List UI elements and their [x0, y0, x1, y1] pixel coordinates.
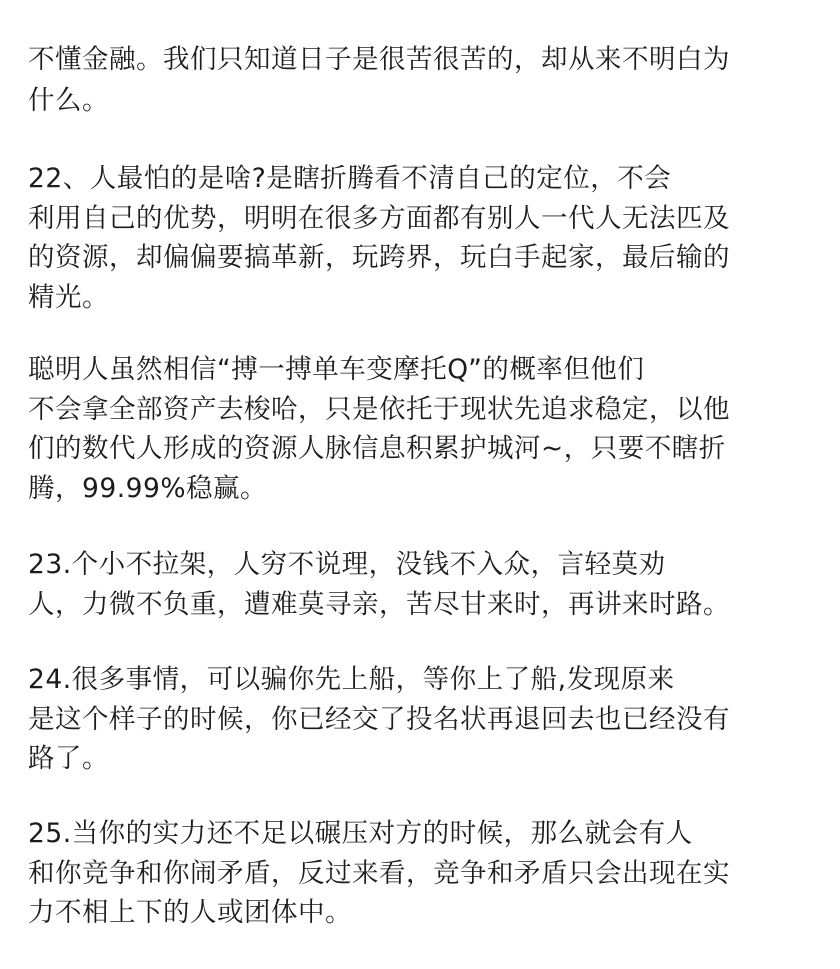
text-line: 25.当你的实力还不足以碾压对方的时候，那么就会有人: [28, 818, 693, 849]
text-line: 是这个样子的时候，你已经交了投名状再退回去也已经没有: [28, 704, 730, 735]
text-line: 不懂金融。我们只知道日子是很苦很苦的，却从来不明白为: [28, 44, 730, 75]
text-line: 24.很多事情，可以骗你先上船，等你上了船,发现原来: [28, 664, 675, 695]
text-line: 路了。: [28, 743, 109, 774]
text-line: 利用自己的优势，明明在很多方面都有别人一代人无法匹及: [28, 203, 730, 234]
text-line: 和你竞争和你闹矛盾，反过来看，竞争和矛盾只会出现在实: [28, 858, 730, 889]
text-line: 力不相上下的人或团体中。: [28, 897, 352, 928]
text-line: 们的数代人形成的资源人脉信息积累护城河~，只要不瞎折: [28, 433, 726, 464]
text-line: 22、人最怕的是啥?是瞎折腾看不清自己的定位，不会: [28, 163, 672, 194]
text-line: 人，力微不负重，遭难莫寻亲，苦尽甘来时，再讲来时路。: [28, 589, 730, 620]
text-line: 什么。: [28, 85, 109, 116]
text-line: 23.个小不拉架，人穷不说理，没钱不入众，言轻莫劝: [28, 549, 666, 580]
text-line: 腾，99.99%稳赢。: [28, 473, 268, 504]
text-line: 聪明人虽然相信“搏一搏单车变摩托Q”的概率但他们: [28, 354, 645, 385]
text-line: 不会拿全部资产去梭哈，只是依托于现状先追求稳定，以他: [28, 394, 730, 425]
text-line: 的资源，却偏偏要搞革新，玩跨界，玩白手起家，最后输的: [28, 242, 730, 273]
text-line: 精光。: [28, 282, 109, 313]
